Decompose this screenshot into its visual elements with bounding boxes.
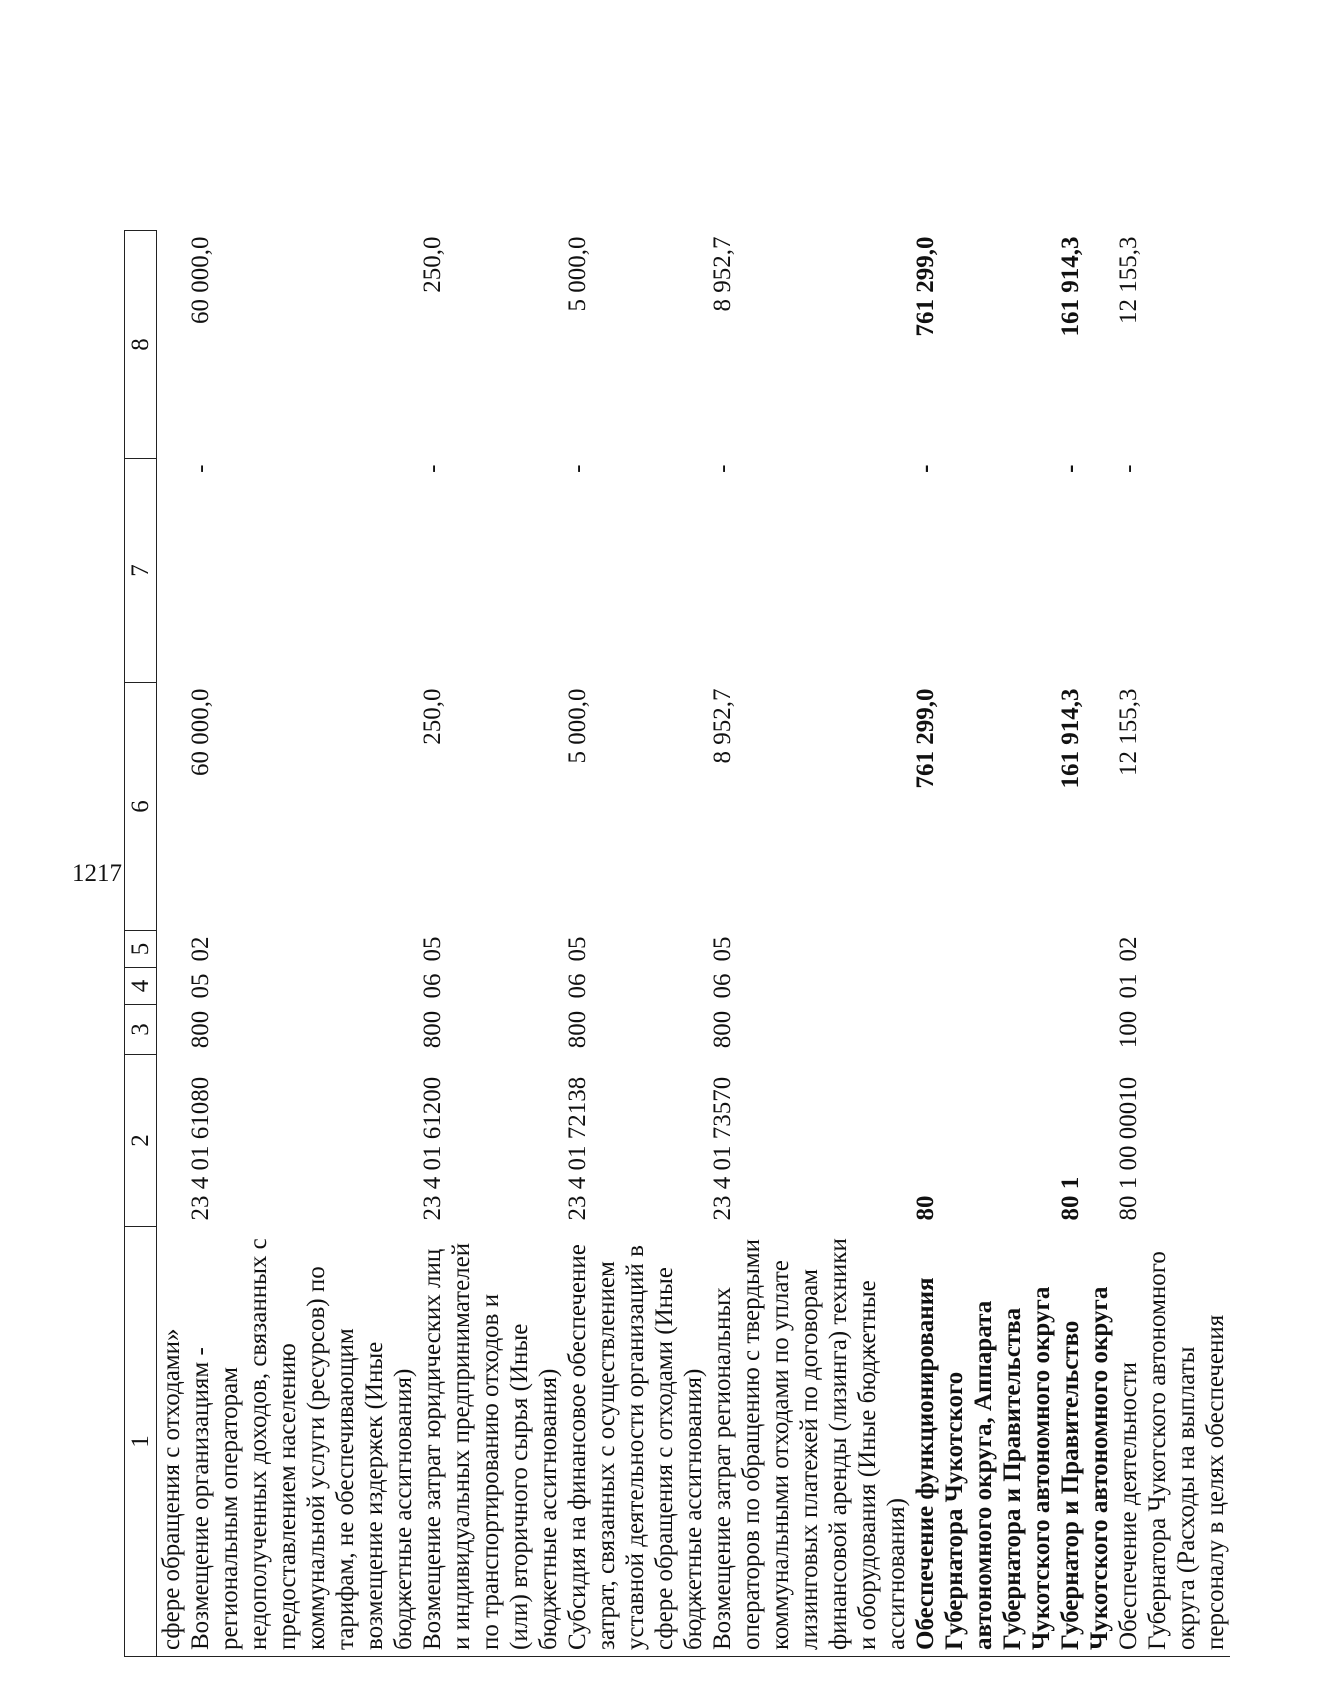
- row-c3: [1056, 1005, 1114, 1055]
- row-code: 23 4 01 61200: [419, 1076, 446, 1221]
- row-c7: -: [709, 464, 736, 473]
- row-c8: 8 952,7: [709, 236, 736, 312]
- row-c7: -: [564, 464, 591, 473]
- row-c8: 5 000,0: [564, 236, 591, 312]
- table-row: [418, 231, 563, 1657]
- row-c5: 02: [187, 936, 214, 962]
- row-code: [157, 1055, 187, 1227]
- header-cell: 5: [125, 931, 157, 968]
- row-c4: 06: [709, 973, 736, 999]
- rotated-page: [124, 57, 1324, 1657]
- row-c6: 250,0: [419, 688, 446, 745]
- header-cell: 6: [125, 683, 157, 931]
- row-name: Возмещение организациям - региональным операторам недополученных доходов, связанных с предоставлением населению коммунальной услуги (ресурсов) по тарифам, не обеспечивающим возмещение издержек (Иные бюджетные ассигнования): [186, 1227, 418, 1657]
- budget-table: [124, 230, 1230, 1657]
- table-row: [1114, 231, 1230, 1657]
- header-cell: 8: [125, 231, 157, 459]
- row-code: 23 4 01 72138: [564, 1076, 591, 1221]
- header-cell: 4: [125, 968, 157, 1005]
- row-c8: [157, 231, 187, 459]
- row-c7: -: [1057, 464, 1084, 473]
- row-name: Обеспечение деятельности Губернатора Чукотского автономного округа (Расходы на выплаты персоналу в целях обеспечения: [1114, 1227, 1230, 1657]
- row-c4: [911, 968, 1056, 1005]
- row-c8: 12 155,3: [1115, 236, 1142, 324]
- row-c4: [1056, 968, 1114, 1005]
- row-c5: [1056, 931, 1114, 968]
- row-code: 80: [912, 1195, 939, 1221]
- page-number: 1217: [72, 860, 122, 887]
- row-code: 23 4 01 61080: [187, 1076, 214, 1221]
- row-name: Губернатор и Правительство Чукотского автономного округа: [1056, 1227, 1114, 1657]
- table-row-bold: [1056, 231, 1114, 1657]
- row-c6: 12 155,3: [1115, 688, 1142, 776]
- row-c4: [157, 968, 187, 1005]
- row-code: 80 1 00 00010: [1115, 1076, 1142, 1221]
- row-c3: 800: [564, 1010, 591, 1049]
- row-c5: 05: [564, 936, 591, 962]
- row-c3: 800: [419, 1010, 446, 1049]
- row-c7: -: [419, 464, 446, 473]
- row-c7: [157, 459, 187, 683]
- row-c5: 05: [709, 936, 736, 962]
- row-c3: [157, 1005, 187, 1055]
- row-c3: [911, 1005, 1056, 1055]
- row-code: 23 4 01 73570: [709, 1076, 736, 1221]
- row-c4: 01: [1115, 973, 1142, 999]
- row-c8: 761 299,0: [912, 236, 939, 337]
- header-cell: 2: [125, 1055, 157, 1227]
- row-c5: 02: [1115, 936, 1142, 962]
- row-c4: 06: [419, 973, 446, 999]
- row-c7: -: [912, 464, 939, 473]
- row-c3: 100: [1115, 1010, 1142, 1049]
- table-row: [708, 231, 911, 1657]
- row-name: Возмещение затрат юридических лиц и индивидуальных предпринимателей по транспортированию отходов и (или) вторичного сырья (Иные бюджетные ассигнования): [418, 1227, 563, 1657]
- row-c3: 800: [709, 1010, 736, 1049]
- row-code: 80 1: [1057, 1176, 1084, 1221]
- table-row: [563, 231, 708, 1657]
- header-cell: 7: [125, 459, 157, 683]
- row-c7: -: [187, 464, 214, 473]
- row-c5: [157, 931, 187, 968]
- row-c6: 60 000,0: [187, 688, 214, 776]
- table-row: [186, 231, 418, 1657]
- row-c8: 250,0: [419, 236, 446, 293]
- row-c8: 161 914,3: [1057, 236, 1084, 337]
- row-c4: 05: [187, 973, 214, 999]
- table-row-bold: [911, 231, 1056, 1657]
- header-cell: 3: [125, 1005, 157, 1055]
- row-c6: 161 914,3: [1057, 688, 1084, 789]
- row-c5: 05: [419, 936, 446, 962]
- row-c6: [157, 683, 187, 931]
- row-c8: 60 000,0: [187, 236, 214, 324]
- header-cell: 1: [125, 1227, 157, 1657]
- row-c7: -: [1115, 464, 1142, 473]
- row-c5: [911, 931, 1056, 968]
- row-c6: 761 299,0: [912, 688, 939, 789]
- row-c6: 8 952,7: [709, 688, 736, 764]
- row-c3: 800: [187, 1010, 214, 1049]
- row-name: Возмещение затрат региональных операторов по обращению с твердыми коммунальными отходами по уплате лизинговых платежей по договорам финансовой аренды (лизинга) техники и оборудования (Иные бюджетные ассигнования): [708, 1227, 911, 1657]
- row-name: Субсидия на финансовое обеспечение затрат, связанных с осуществлением уставной деятельности организаций в сфере обращения с отходами (Иные бюджетные ассигнования): [563, 1227, 708, 1657]
- table-row: [157, 231, 187, 1657]
- row-c6: 5 000,0: [564, 688, 591, 764]
- row-name: Обеспечение функционирования Губернатора Чукотского автономного округа, Аппарата Губернатора и Правительства Чукотского автономного округа: [911, 1227, 1056, 1657]
- row-c4: 06: [564, 973, 591, 999]
- row-name: сфере обращения с отходами»: [157, 1227, 187, 1657]
- header-row: [125, 231, 157, 1657]
